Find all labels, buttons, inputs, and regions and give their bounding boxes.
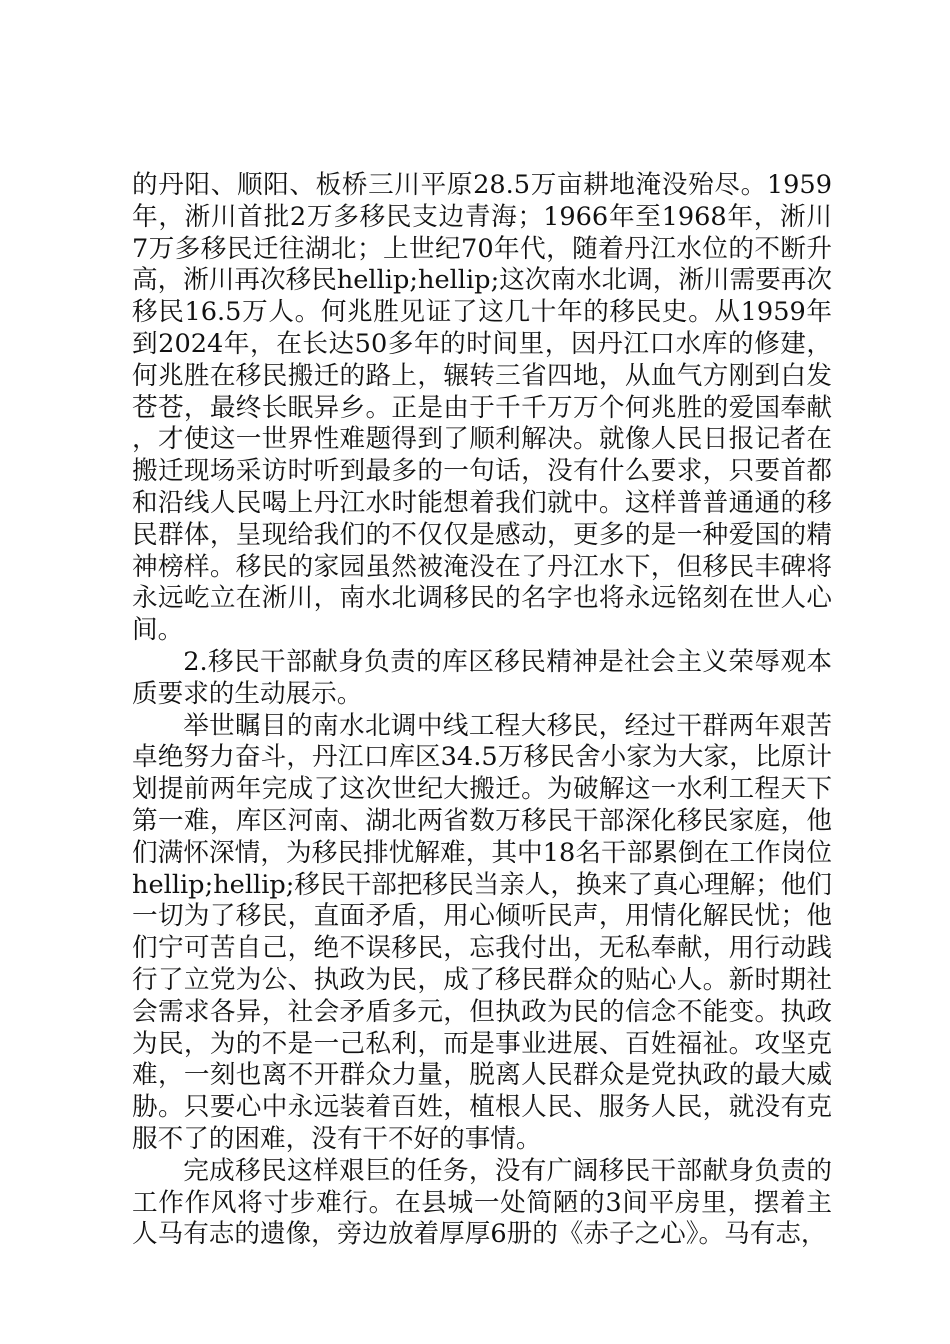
body-paragraph-4: 完成移民这样艰巨的任务，没有广阔移民干部献身负责的工作作风将寸步难行。在县城一处简陋的3间平房里，摆着主人马有志的遗像，旁边放着厚厚6册的《赤子之心》。马有志， — [132, 1155, 832, 1250]
section-heading-2: 2.移民干部献身负责的库区移民精神是社会主义荣辱观本质要求的生动展示。 — [132, 646, 832, 709]
document-page — [132, 170, 832, 1251]
body-paragraph-1: 的丹阳、顺阳、板桥三川平原28.5万亩耕地淹没殆尽。1959年，淅川首批2万多移民支边青海；1966年至1968年，淅川7万多移民迁往湖北；上世纪70年代，随着丹江水位的不断升高，淅川再次移民hellip;hellip;这次南水北调，淅川需要再次移民16.5万人。何兆胜见证了这几十年的移民史。从1959年到2024年，在长达50多年的时间里，因丹江口水库的修建，何兆胜在移民搬迁的路上，辗转三省四地，从血气方刚到白发苍苍，最终长眠异乡。正是由于千千万万个何兆胜的爱国奉献，才使这一世界性难题得到了顺利解决。就像人民日报记者在搬迁现场采访时听到最多的一句话，没有什么要求，只要首都和沿线人民喝上丹江水时能想着我们就中。这样普普通通的移民群体，呈现给我们的不仅仅是感动，更多的是一种爱国的精神榜样。移民的家园虽然被淹没在了丹江水下，但移民丰碑将永远屹立在淅川，南水北调移民的名字也将永远铭刻在世人心间。 — [132, 170, 832, 646]
body-paragraph-3: 举世瞩目的南水北调中线工程大移民，经过干群两年艰苦卓绝努力奋斗，丹江口库区34.5万移民舍小家为大家，比原计划提前两年完成了这次世纪大搬迁。为破解这一水利工程天下第一难，库区河南、湖北两省数万移民干部深化移民家庭，他们满怀深情，为移民排忧解难，其中18名干部累倒在工作岗位hellip;hellip;移民干部把移民当亲人，换来了真心理解；他们一切为了移民，直面矛盾，用心倾听民声，用情化解民忧；他们宁可苦自己，绝不误移民，忘我付出，无私奉献，用行动践行了立党为公、执政为民，成了移民群众的贴心人。新时期社会需求各异，社会矛盾多元，但执政为民的信念不能变。执政为民，为的不是一己私利，而是事业进展、百姓福祉。攻坚克难，一刻也离不开群众力量，脱离人民群众是党执政的最大威胁。只要心中永远装着百姓，植根人民、服务人民，就没有克服不了的困难，没有干不好的事情。 — [132, 710, 832, 1154]
